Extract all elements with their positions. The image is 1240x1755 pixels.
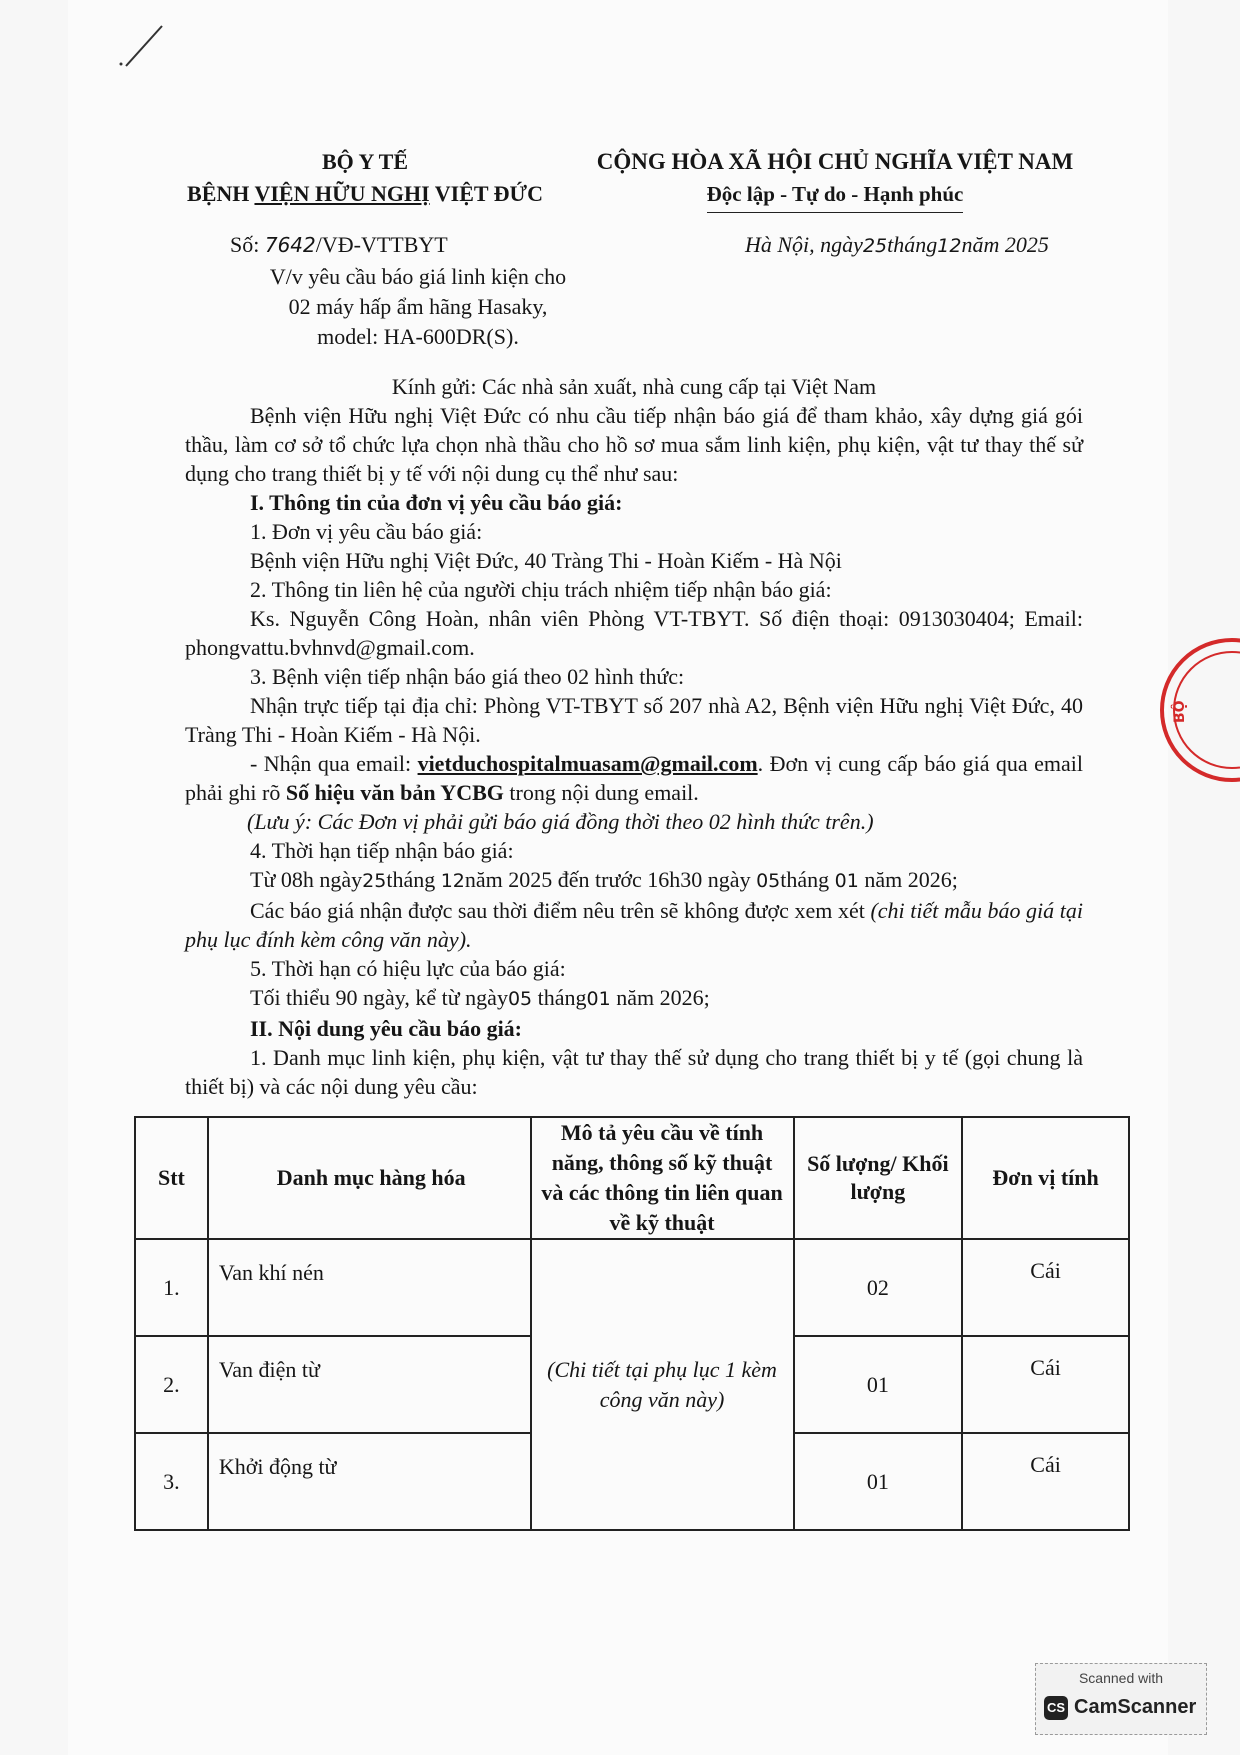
cell-unit: Cái	[962, 1433, 1129, 1530]
item-1-5: 5. Thời hạn có hiệu lực của báo giá:	[250, 956, 566, 981]
cell-stt: 3.	[135, 1433, 208, 1530]
national-motto: Độc lập - Tự do - Hạnh phúc	[707, 178, 964, 213]
item-1-5-value: Tối thiểu 90 ngày, kể từ ngày05 tháng01 năm 2026;	[250, 985, 710, 1010]
col-unit: Đơn vị tính	[962, 1117, 1129, 1239]
goods-table	[134, 1116, 1130, 1531]
col-name: Danh mục hàng hóa	[208, 1117, 531, 1239]
cell-name: Khởi động từ	[208, 1433, 531, 1530]
item-1-3-direct: Nhận trực tiếp tại địa chỉ: Phòng VT-TBYT số 207 nhà A2, Bệnh viện Hữu nghị Việt Đức, 40 Tràng Thi - Hoàn Kiếm - Hà Nội.	[185, 693, 1083, 747]
section-2-title: II. Nội dung yêu cầu báo giá:	[250, 1016, 523, 1041]
pen-mark	[118, 20, 168, 70]
issuer-header	[150, 146, 580, 210]
national-header	[575, 146, 1095, 213]
watermark-brand: CamScanner	[1074, 1696, 1197, 1718]
watermark-caption: Scanned with	[1078, 1670, 1164, 1686]
item-1-4: 4. Thời hạn tiếp nhận báo giá:	[250, 838, 514, 863]
intro-paragraph: Bệnh viện Hữu nghị Việt Đức có nhu cầu tiếp nhận báo giá để tham khảo, xây dựng giá gói thầu, làm cơ sở tổ chức lựa chọn nhà thầu cho hồ sơ mua sắm linh kiện, phụ kiện, vật tư thay thế sử dụng cho trang thiết bị y tế với nội dung cụ thể như sau:	[185, 403, 1083, 486]
red-seal-stamp	[1122, 635, 1240, 785]
cell-unit: Cái	[962, 1239, 1129, 1336]
item-2-1: 1. Danh mục linh kiện, phụ kiện, vật tư thay thế sử dụng cho trang thiết bị y tế (gọi chung là thiết bị) và các nội dung yêu cầu:	[185, 1045, 1083, 1099]
ministry-name: BỘ Y TẾ	[322, 149, 408, 174]
document-subject: V/v yêu cầu báo giá linh kiện cho 02 máy hấp ẩm hãng Hasaky, model: HA-600DR(S).	[269, 264, 567, 349]
svg-text:BỘ: BỘ	[1172, 700, 1188, 723]
email-link[interactable]: vietduchospitalmuasam@gmail.com	[417, 751, 758, 776]
cell-stt: 2.	[135, 1336, 208, 1433]
salutation: Kính gửi: Các nhà sản xuất, nhà cung cấp tại Việt Nam	[391, 374, 877, 399]
table-header-row	[135, 1117, 1129, 1239]
col-qty: Số lượng/ Khối lượng	[794, 1117, 963, 1239]
camscanner-logo-icon: CS	[1044, 1696, 1068, 1720]
item-1-2: 2. Thông tin liên hệ của người chịu trách nhiệm tiếp nhận báo giá:	[250, 577, 832, 602]
cell-stt: 1.	[135, 1239, 208, 1336]
hospital-name: BỆNH VIỆN HỮU NGHỊ VIỆT ĐỨC	[187, 181, 543, 206]
cell-qty: 01	[794, 1433, 963, 1530]
place-date: Hà Nội, ngày25tháng12năm 2025	[745, 232, 1049, 257]
cell-desc-shared: (Chi tiết tại phụ lục 1 kèm công văn này)	[531, 1239, 794, 1530]
item-1-3-email: - Nhận qua email: vietduchospitalmuasam@gmail.com. Đơn vị cung cấp báo giá qua email phải ghi rõ Số hiệu văn bản YCBG trong nội dung email.	[185, 751, 1083, 805]
handwritten-number: 7642	[264, 233, 316, 257]
cell-unit: Cái	[962, 1336, 1129, 1433]
section-1-title: I. Thông tin của đơn vị yêu cầu báo giá:	[250, 490, 623, 515]
item-1-2-value: Ks. Nguyễn Công Hoàn, nhân viên Phòng VT-TBYT. Số điện thoại: 0913030404; Email: phongvattu.bvhnvd@gmail.com.	[185, 606, 1083, 660]
document-body	[185, 372, 1083, 1101]
col-stt: Stt	[135, 1117, 208, 1239]
col-desc: Mô tả yêu cầu về tính năng, thông số kỹ thuật và các thông tin liên quan về kỹ thuật	[531, 1117, 794, 1239]
nation-name: CỘNG HÒA XÃ HỘI CHỦ NGHĨA VIỆT NAM	[596, 149, 1074, 174]
note: (Lưu ý: Các Đơn vị phải gửi báo giá đồng thời theo 02 hình thức trên.)	[247, 809, 874, 834]
cell-name: Van khí nén	[208, 1239, 531, 1336]
item-1-1: 1. Đơn vị yêu cầu báo giá:	[250, 519, 483, 544]
cell-name: Van điện từ	[208, 1336, 531, 1433]
table-row	[135, 1239, 1129, 1336]
item-1-4-late: Các báo giá nhận được sau thời điểm nêu trên sẽ không được xem xét (chi tiết mẫu báo giá tại phụ lục đính kèm công văn này).	[185, 898, 1083, 952]
camscanner-watermark	[1035, 1663, 1207, 1735]
item-1-1-value: Bệnh viện Hữu nghị Việt Đức, 40 Tràng Thi - Hoàn Kiếm - Hà Nội	[250, 548, 842, 573]
item-1-4-period: Từ 08h ngày25tháng 12năm 2025 đến trước 16h30 ngày 05tháng 01 năm 2026;	[250, 867, 958, 892]
cell-qty: 02	[794, 1239, 963, 1336]
cell-qty: 01	[794, 1336, 963, 1433]
item-1-3: 3. Bệnh viện tiếp nhận báo giá theo 02 hình thức:	[250, 664, 685, 689]
document-number: Số: 7642/VĐ-VTTBYT	[230, 232, 448, 257]
